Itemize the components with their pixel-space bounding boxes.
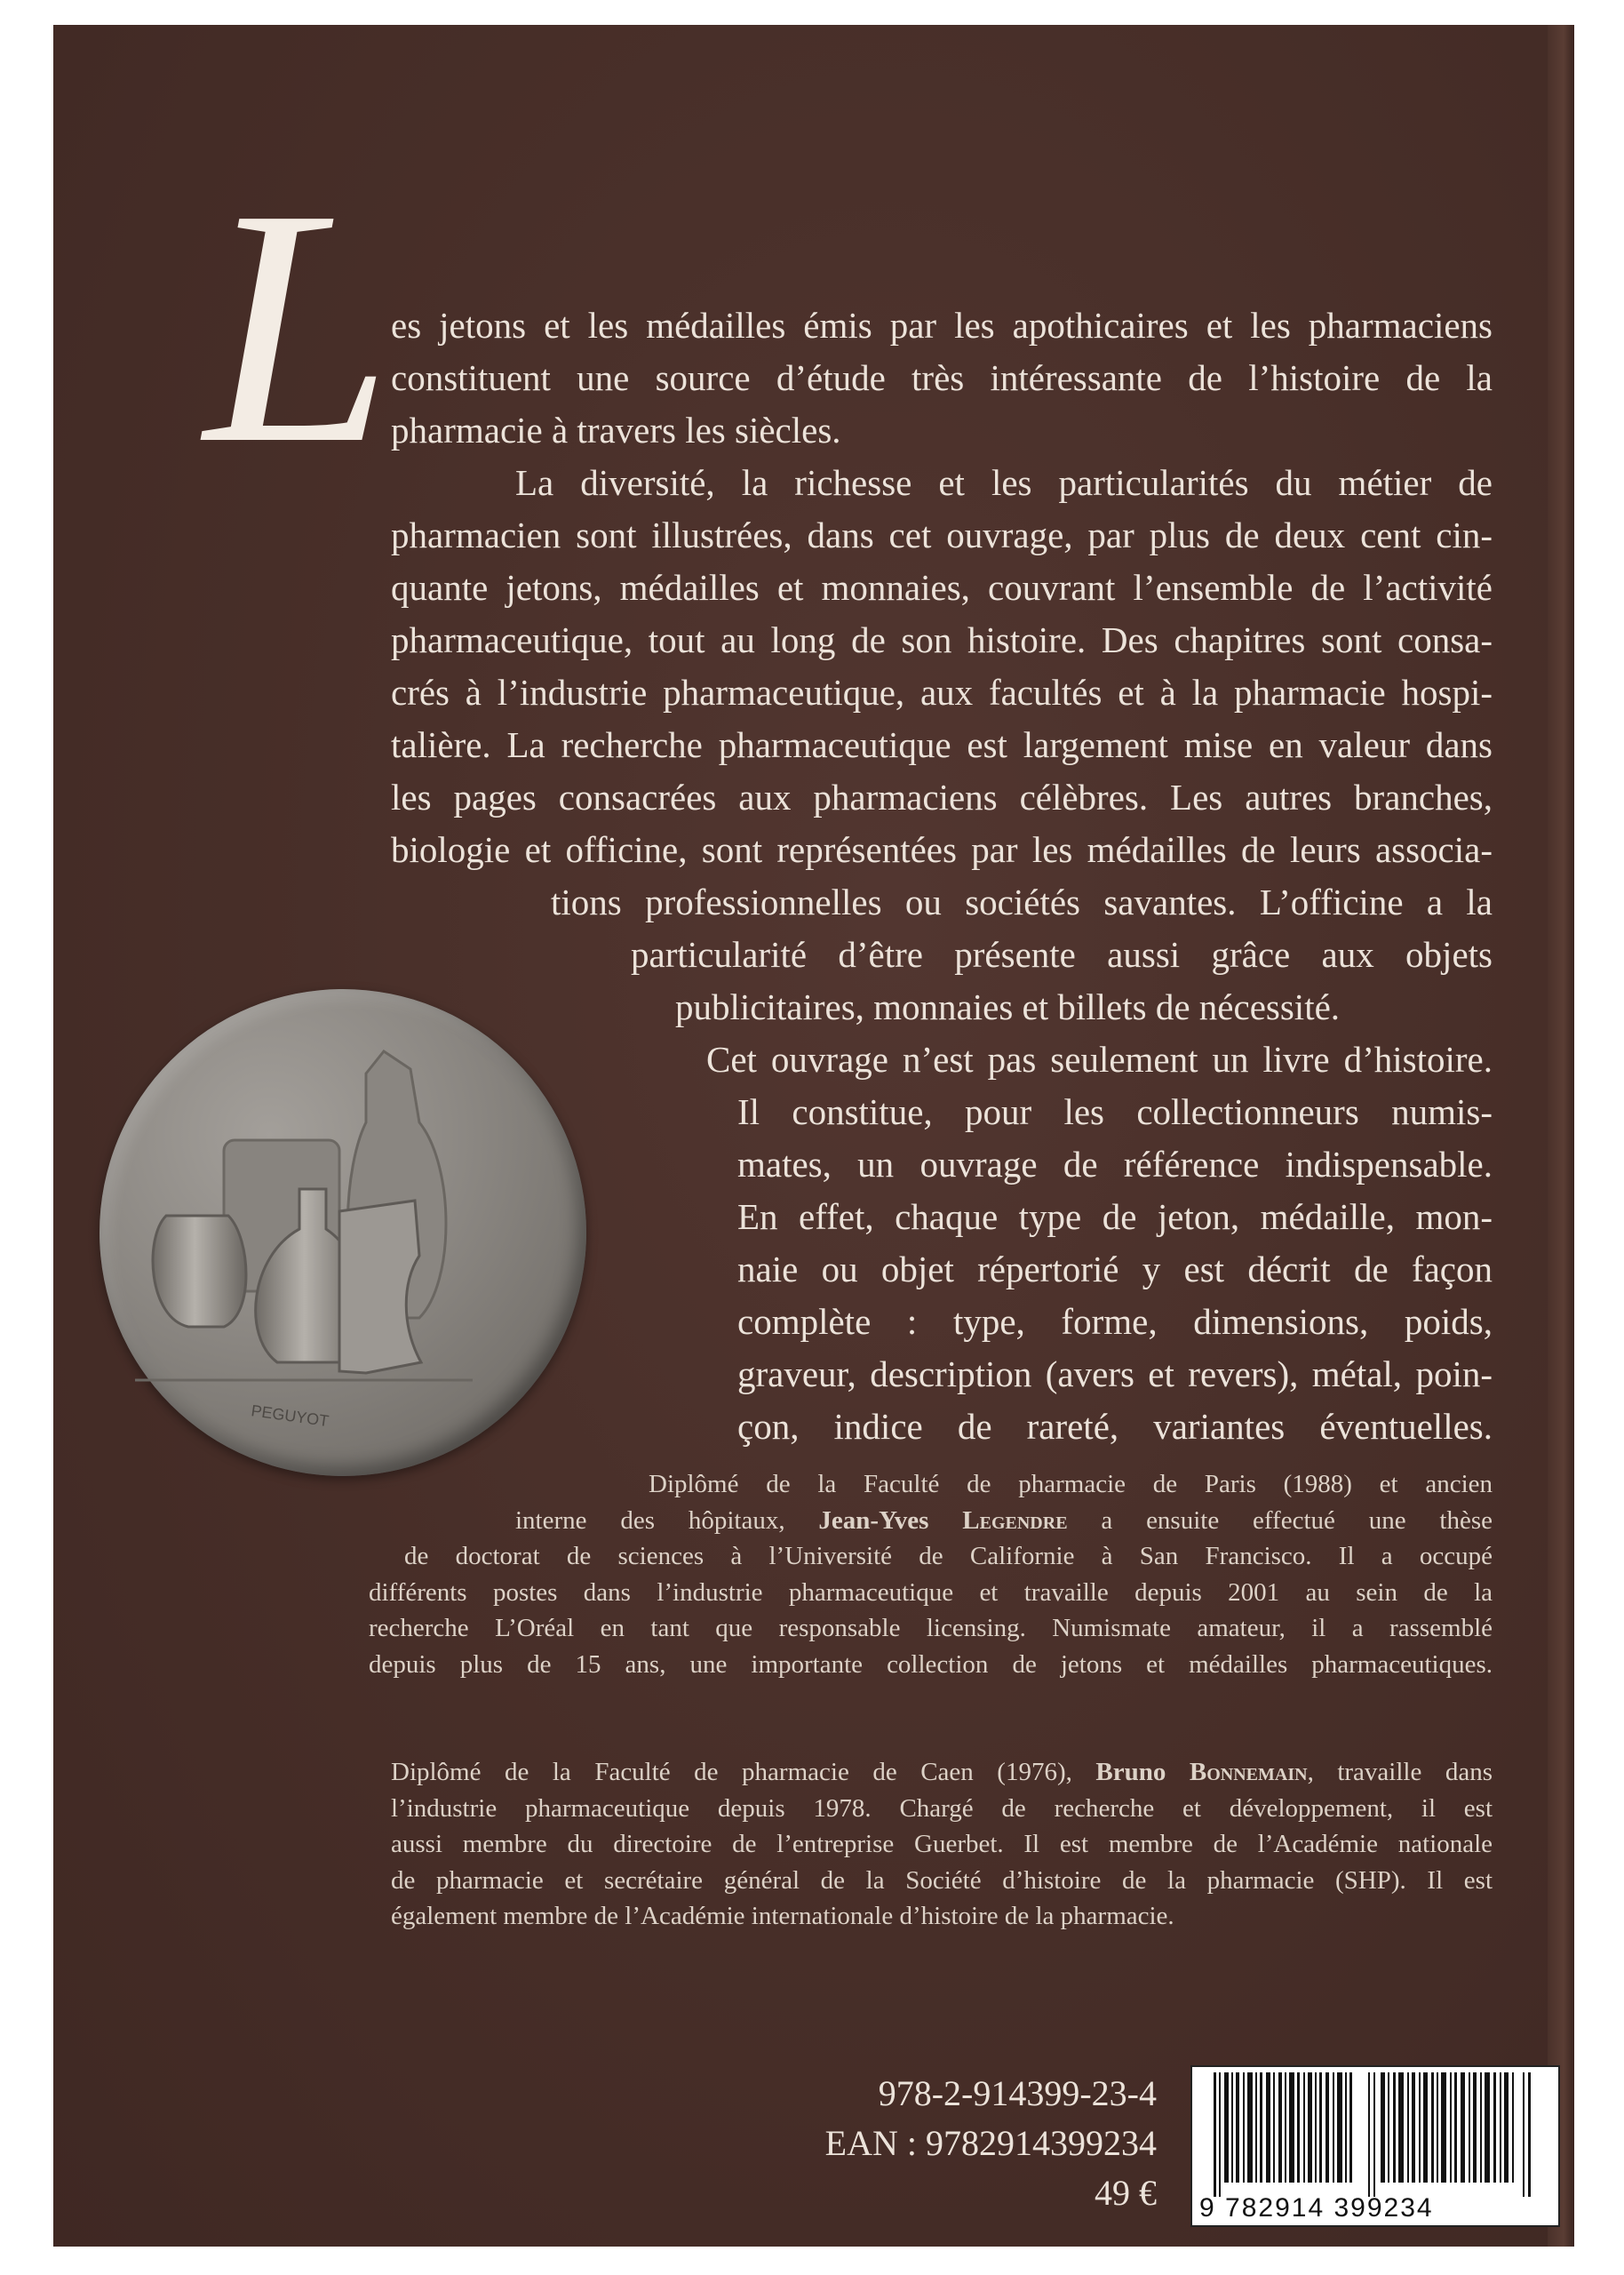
bio-line: depuis plus de 15 ans, une importante collection de jetons et médailles pharmaceutiques. (369, 1649, 1493, 1679)
bio-line: aussi membre du directoire de l’entreprise Guerbet. Il est membre de l’Académie nationale (391, 1830, 1493, 1858)
bio-line: recherche L’Oréal en tant que responsable licensing. Numismate amateur, il a rassemblé (369, 1614, 1493, 1642)
body-line: graveur, description (avers et revers), métal, poin- (737, 1353, 1493, 1394)
intro-line: es jetons et les médailles émis par les apothicaires et les pharmaciens (391, 305, 1493, 346)
author-name-first: Bruno (1095, 1758, 1190, 1786)
body-line: naie ou objet répertorié y est décrit de façon (737, 1249, 1493, 1289)
bio-line: de pharmacie et secrétaire général de la Société d’histoire de la pharmacie (SHP). Il est (391, 1865, 1493, 1895)
body-line: crés à l’industrie pharmaceutique, aux facultés et à la pharmacie hospi- (391, 672, 1493, 713)
drop-cap-letter: L (204, 140, 393, 514)
body-line: mates, un ouvrage de référence indispensable. (737, 1144, 1493, 1185)
bio-text: , travaille dans (1307, 1758, 1493, 1786)
body-line: quante jetons, médailles et monnaies, couvrant l’ensemble de l’activité (391, 567, 1493, 608)
bio-line: l’industrie pharmaceutique depuis 1978. Chargé de recherche et développement, il est (391, 1793, 1493, 1823)
bio-line (515, 1503, 1493, 1539)
body-line: tions professionnelles ou sociétés savantes. L’officine a la (551, 882, 1493, 922)
medal-relief-vases (100, 989, 586, 1476)
body-line: talière. La recherche pharmaceutique est largement mise en valeur dans (391, 724, 1493, 765)
bio-text: a ensuite effectué une thèse (1067, 1505, 1493, 1535)
author-name-last: Bonnemain (1189, 1758, 1308, 1786)
price: 49 € (1095, 2173, 1157, 2213)
medal-engraver-signature: PEGUYOT (250, 1401, 330, 1431)
author-bio-legendre (369, 1466, 1493, 1682)
bio-line: également membre de l’Académie internationale d’histoire de la pharmacie. (391, 1902, 1174, 1930)
intro-line: pharmacie à travers les siècles. (391, 410, 841, 451)
author-name-first: Jean-Yves (818, 1505, 963, 1535)
body-line: les pages consacrées aux pharmaciens célèbres. Les autres branches, (391, 777, 1493, 818)
cover-spine-edge (1548, 25, 1574, 2247)
bio-line (391, 1754, 1493, 1791)
isbn-number: 978-2-914399-23-4 (878, 2073, 1157, 2113)
barcode-digits: 9 782914 399234 (1199, 2193, 1434, 2223)
pharmacy-medal-image (100, 989, 586, 1476)
book-back-cover (53, 25, 1574, 2247)
body-line: publicitaires, monnaies et billets de nécessité. (675, 986, 1341, 1027)
barcode-bars (1194, 2072, 1556, 2197)
body-line: complète : type, forme, dimensions, poids, (737, 1301, 1493, 1342)
barcode (1190, 2065, 1560, 2227)
isbn-price-block (825, 2069, 1157, 2218)
body-line: pharmacien sont illustrées, dans cet ouvrage, par plus de deux cent cin- (391, 515, 1493, 555)
body-line: biologie et officine, sont représentées par les médailles de leurs associa- (391, 829, 1493, 870)
ean-number: EAN : 9782914399234 (824, 2123, 1157, 2163)
body-line: La diversité, la richesse et les particularités du métier de (515, 462, 1493, 503)
intro-line: constituent une source d’étude très intéressante de l’histoire de la (391, 357, 1493, 398)
body-line: pharmaceutique, tout au long de son histoire. Des chapitres sont consa- (391, 619, 1493, 660)
bio-text: interne des hôpitaux, (515, 1505, 819, 1535)
body-line: çon, indice de rareté, variantes éventuelles. (737, 1406, 1493, 1447)
body-line: Cet ouvrage n’est pas seulement un livre d’histoire. (706, 1039, 1493, 1080)
body-line: En effet, chaque type de jeton, médaille, mon- (737, 1196, 1493, 1237)
bio-line: Diplômé de la Faculté de pharmacie de Paris (1988) et ancien (649, 1470, 1493, 1498)
body-line: Il constitue, pour les collectionneurs numis- (737, 1091, 1493, 1132)
body-line: particularité d’être présente aussi grâce aux objets (631, 934, 1493, 975)
bio-line: différents postes dans l’industrie pharmaceutique et travaille depuis 2001 au sein de la (369, 1577, 1493, 1607)
bio-text: Diplômé de la Faculté de pharmacie de Caen (1976), (391, 1758, 1096, 1786)
author-name-last: Legendre (962, 1505, 1068, 1535)
author-bio-bonnemain (391, 1754, 1493, 1935)
bio-line: de doctorat de sciences à l’Université de Californie à San Francisco. Il a occupé (404, 1542, 1493, 1570)
